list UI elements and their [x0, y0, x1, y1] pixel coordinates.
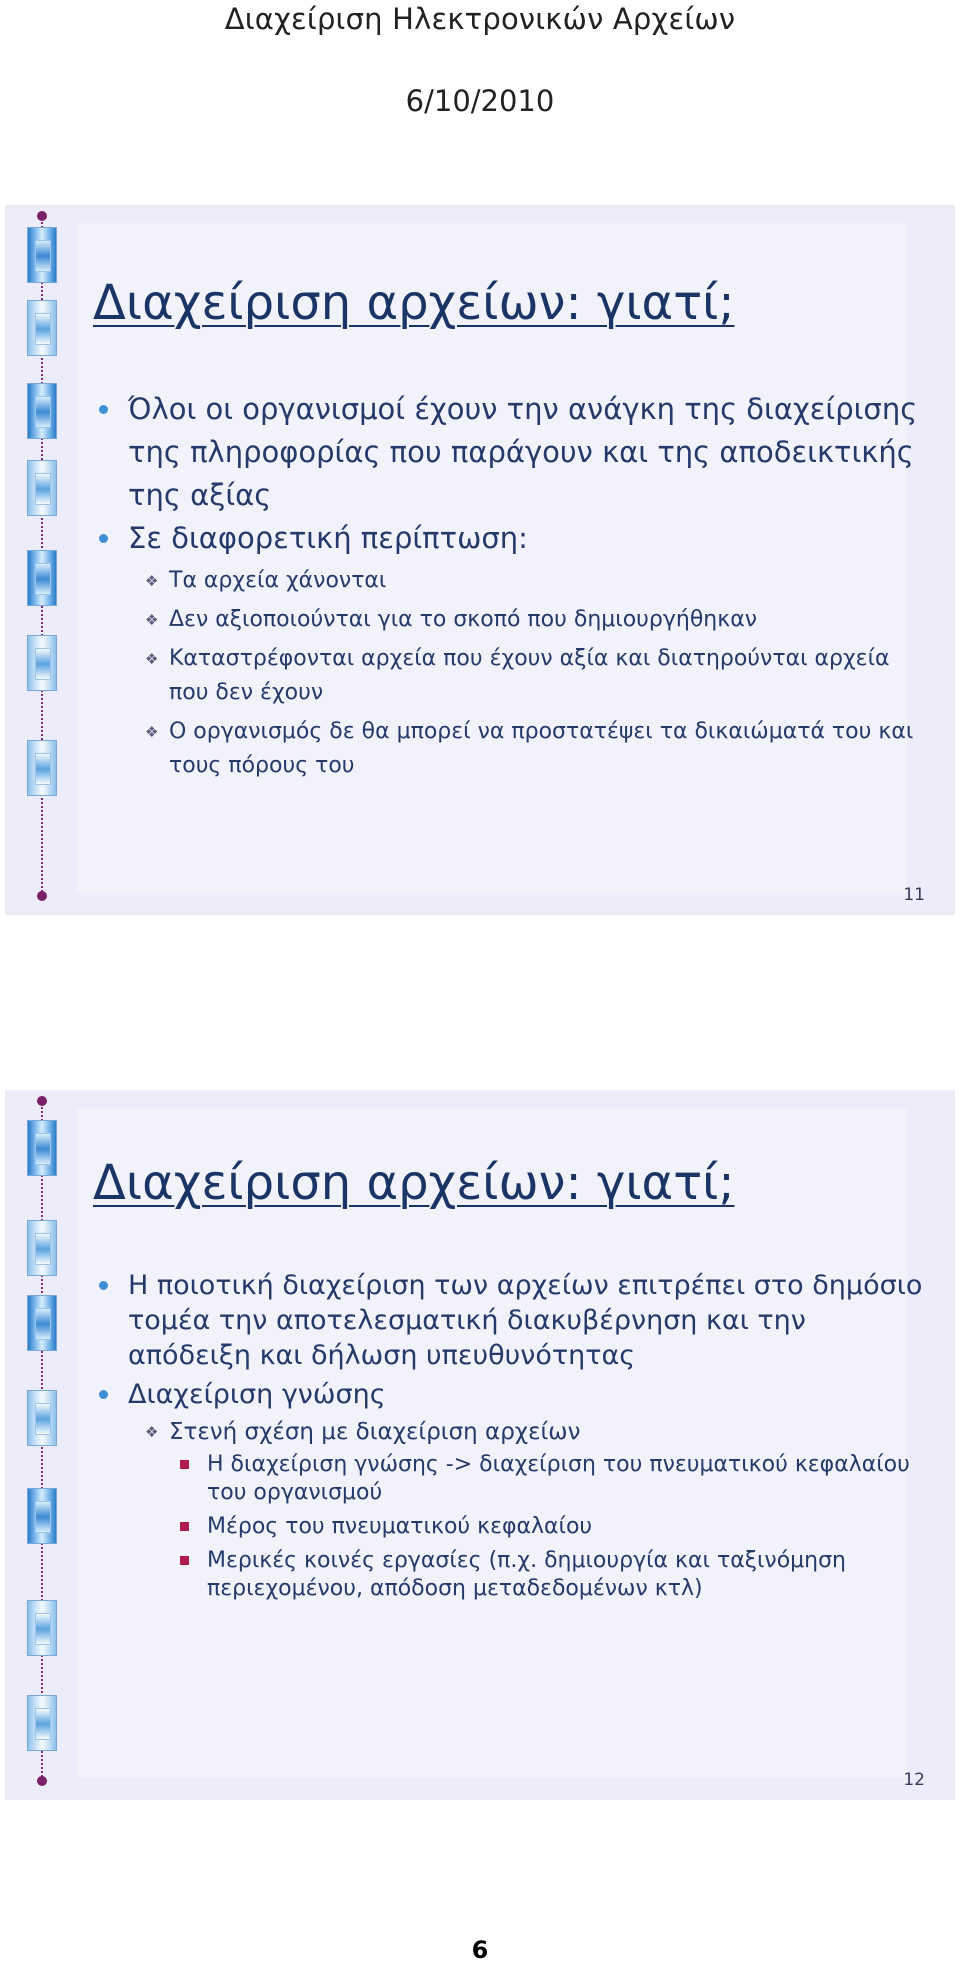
square-bullet-icon [180, 1556, 189, 1565]
bullet-text: Όλοι οι οργανισμοί έχουν την ανάγκη της διαχείρισης της πληροφορίας που παράγουν και της αποδεικτικής της αξίας [128, 392, 918, 512]
diamond-cluster-icon: ❖ [145, 723, 159, 741]
rail-bottom-dot-icon [37, 1776, 47, 1786]
list-item [97, 1268, 927, 1373]
list-item [128, 642, 927, 710]
decorative-block-icon [27, 1488, 57, 1544]
list-item [97, 1377, 927, 1603]
slide-title: Διαχείριση αρχείων: γιατί; [93, 275, 735, 331]
decorative-block-icon [27, 1220, 57, 1276]
decorative-block-icon [27, 1695, 57, 1751]
diamond-cluster-icon: ❖ [145, 611, 159, 629]
diamond-cluster-icon: ❖ [145, 650, 159, 668]
page-number: 6 [471, 1936, 489, 1964]
rail-top-dot-icon [37, 211, 47, 221]
sub-bullet-text: Ο οργανισμός δε θα μπορεί να προστατέψει τα δικαιώματά του και τους πόρους του [169, 719, 914, 778]
decorative-block-icon [27, 635, 57, 691]
list-item [97, 517, 927, 783]
slide-number: 12 [903, 1770, 925, 1790]
decorative-block-icon [27, 1600, 57, 1656]
bullet-list [97, 388, 927, 788]
slide-12 [5, 1090, 955, 1800]
sub-sub-bullet-text: Μέρος του πνευματικού κεφαλαίου [207, 1514, 593, 1539]
rail-bottom-dot-icon [37, 891, 47, 901]
sub-sub-bullet-list [128, 1451, 927, 1603]
slide-11 [5, 205, 955, 915]
list-item [128, 1416, 927, 1449]
slide-number: 11 [903, 885, 925, 905]
square-bullet-icon [180, 1522, 189, 1531]
decorative-block-icon [27, 550, 57, 606]
decorative-block-icon [27, 383, 57, 439]
decorative-block-icon [27, 227, 57, 283]
blue-dot-icon [99, 1390, 108, 1399]
sub-bullet-text: Δεν αξιοποιούνται για το σκοπό που δημιουργήθηκαν [169, 607, 757, 632]
sub-bullet-text: Καταστρέφονται αρχεία που έχουν αξία και διατηρούνται αρχεία που δεν έχουν [169, 646, 890, 705]
square-bullet-icon [180, 1460, 189, 1469]
slide-title: Διαχείριση αρχείων: γιατί; [93, 1155, 735, 1211]
sub-sub-bullet-text: Μερικές κοινές εργασίες (π.χ. δημιουργία και ταξινόμηση περιεχομένου, απόδοση μεταδεδομένων κτλ) [207, 1548, 846, 1601]
sub-sub-bullet-text: Η διαχείριση γνώσης -> διαχείριση του πνευματικού κεφαλαίου του οργανισμού [207, 1452, 910, 1505]
blue-dot-icon [99, 405, 108, 414]
blue-dot-icon [99, 1281, 108, 1290]
diamond-cluster-icon: ❖ [145, 1423, 159, 1441]
bullet-text: Σε διαφορετική περίπτωση: [128, 521, 528, 555]
list-item [128, 603, 927, 637]
bullet-list [97, 1268, 927, 1609]
list-item [128, 564, 927, 598]
decorative-block-icon [27, 1390, 57, 1446]
list-item [169, 1547, 927, 1603]
bullet-text: Διαχείριση γνώσης [128, 1379, 386, 1410]
decorative-block-icon [27, 1295, 57, 1351]
blue-dot-icon [99, 534, 108, 543]
decorative-block-icon [27, 300, 57, 356]
list-item [169, 1451, 927, 1507]
sub-bullet-list [128, 1416, 927, 1449]
sub-bullet-text: Τα αρχεία χάνονται [169, 568, 387, 593]
list-item [169, 1513, 927, 1541]
rail-top-dot-icon [37, 1096, 47, 1106]
sub-bullet-list [128, 564, 927, 783]
bullet-text: Η ποιοτική διαχείριση των αρχείων επιτρέπει στο δημόσιο τομέα την αποτελεσματική διακυβέρνηση και την απόδειξη και δήλωση υπευθυνότητας [128, 1270, 923, 1371]
decorative-block-icon [27, 740, 57, 796]
document-date: 6/10/2010 [405, 84, 555, 118]
document-title: Διαχείριση Ηλεκτρονικών Αρχείων [224, 2, 736, 36]
diamond-cluster-icon: ❖ [145, 572, 159, 590]
sub-bullet-text: Στενή σχέση με διαχείριση αρχείων [169, 1419, 581, 1445]
list-item [128, 715, 927, 783]
decorative-block-icon [27, 1120, 57, 1176]
decorative-block-icon [27, 460, 57, 516]
list-item [97, 388, 927, 517]
